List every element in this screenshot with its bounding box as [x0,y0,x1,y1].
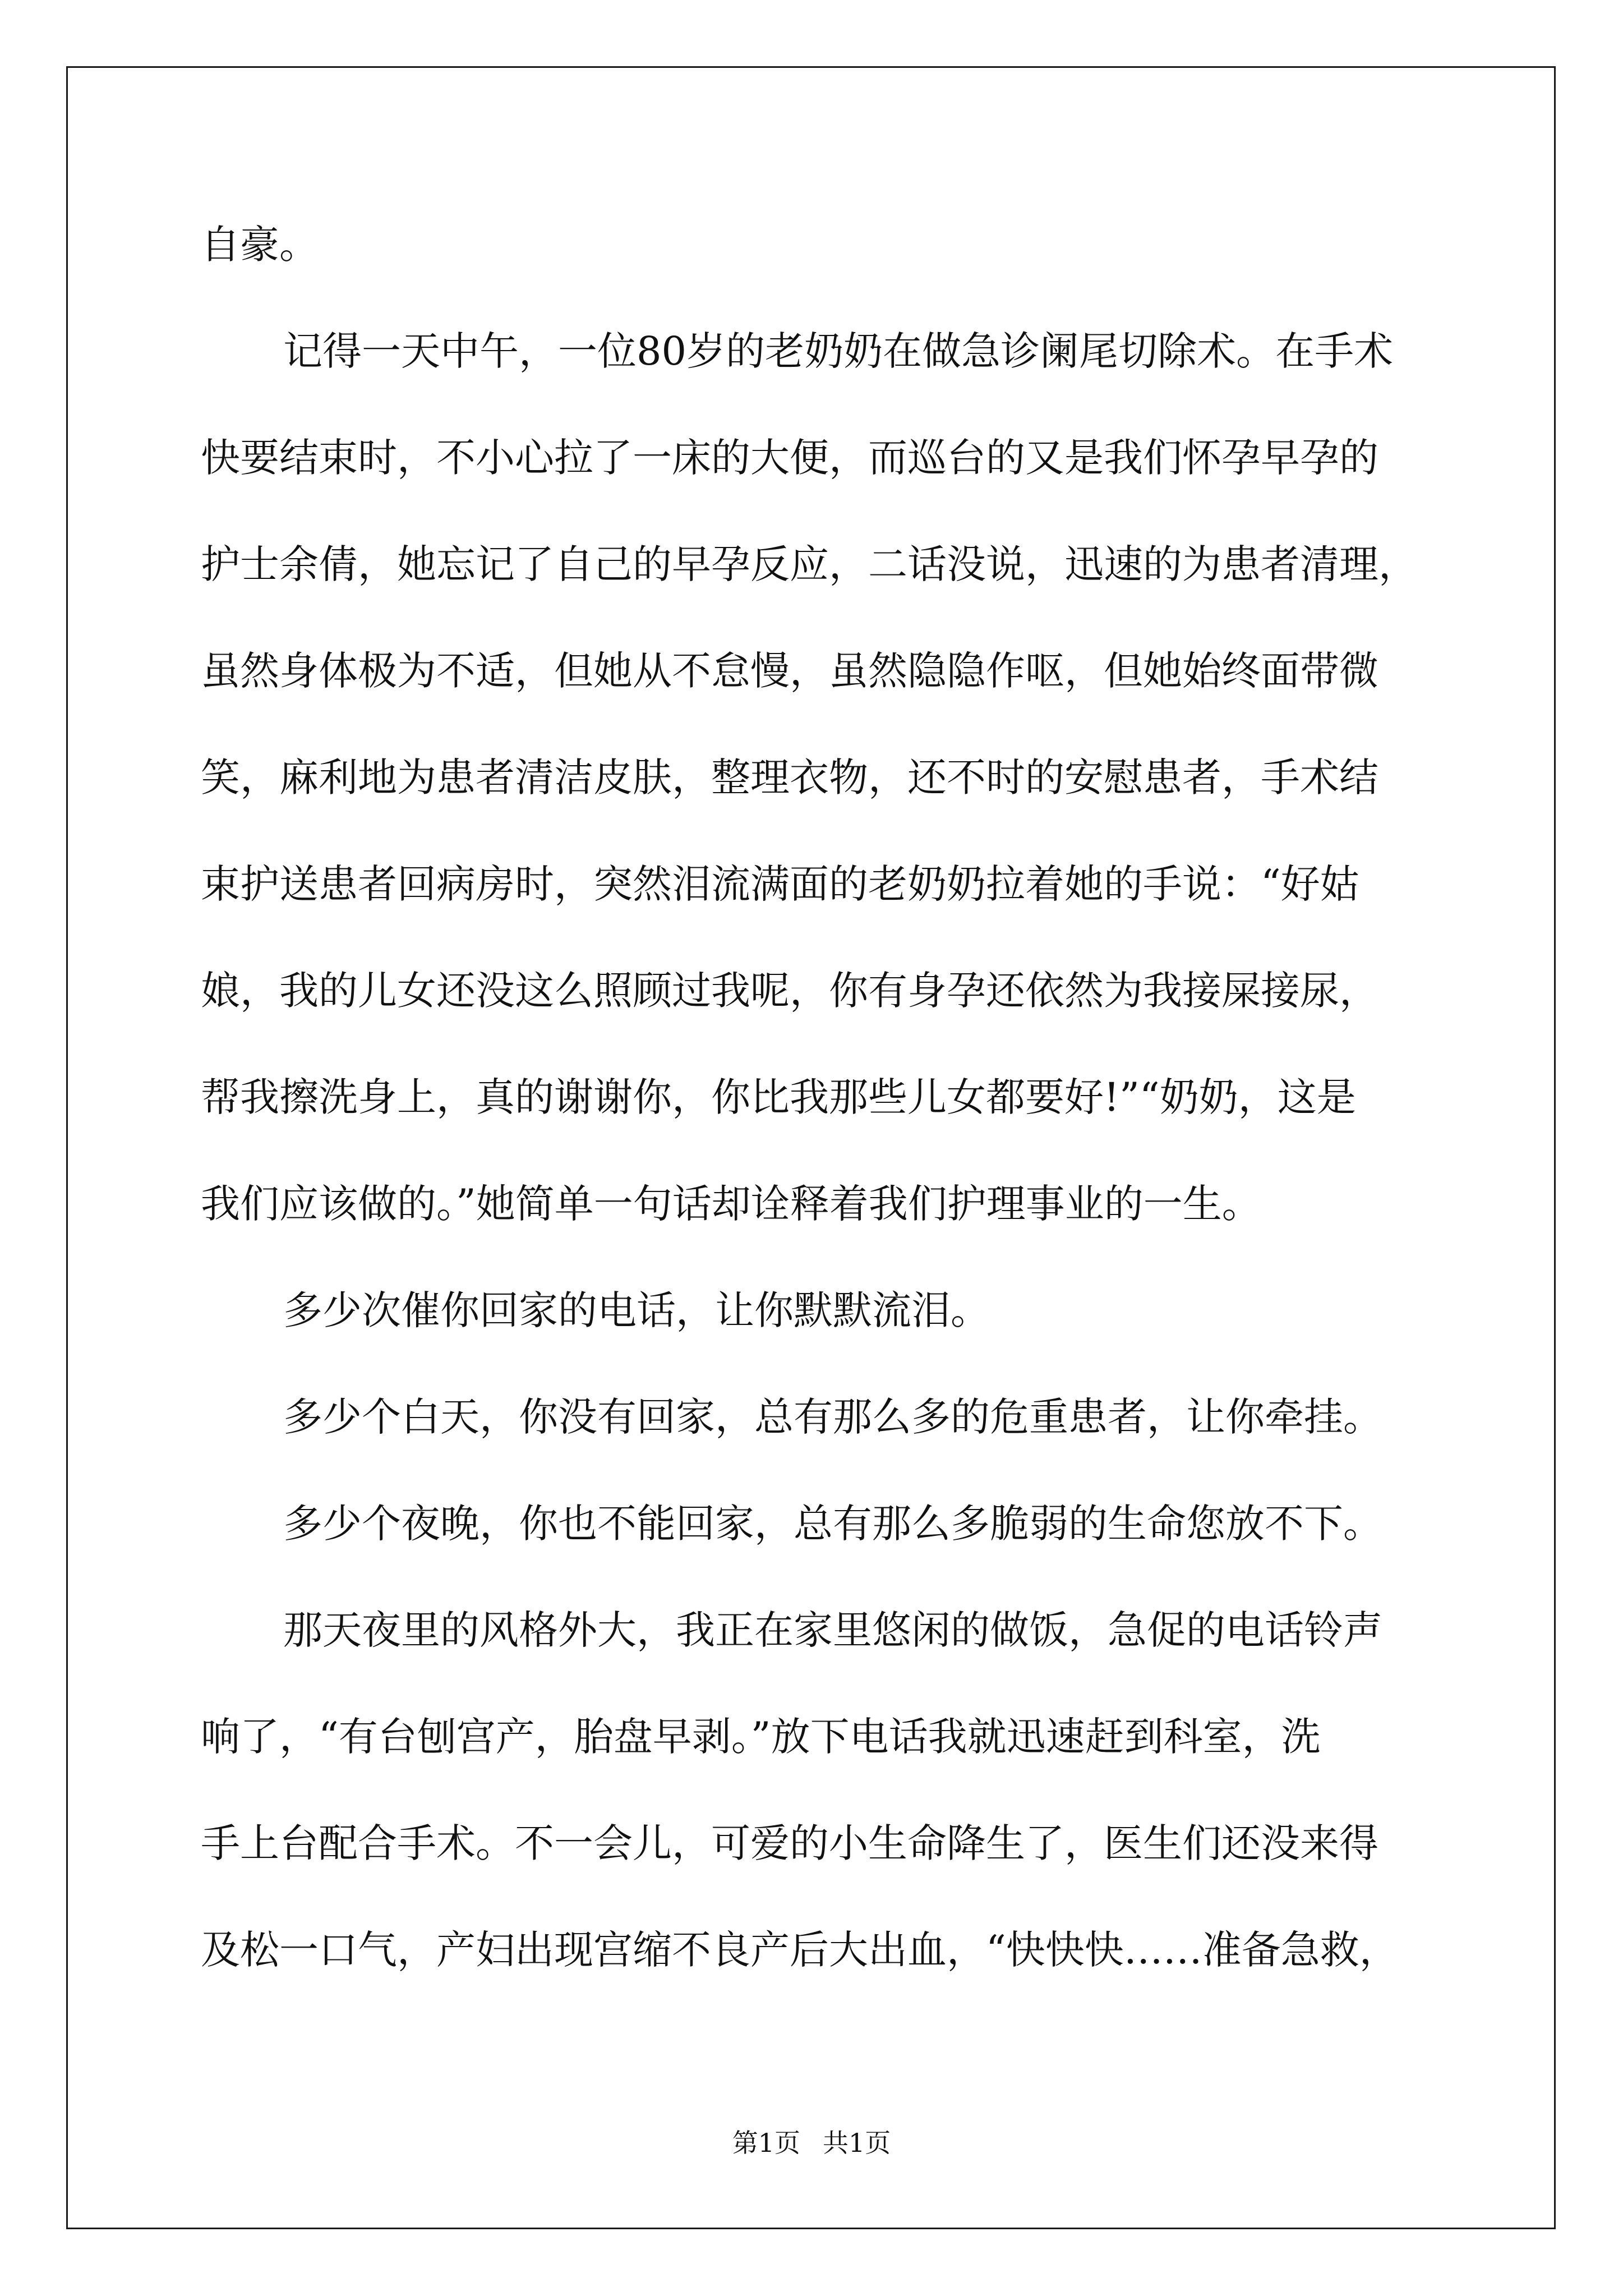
text-line: 快要结束时，不小心拉了一床的大便，而巡台的又是我们怀孕早孕的 [201,435,1378,481]
text-line: 护士余倩，她忘记了自己的早孕反应，二话没说，迅速的为患者清理， [201,541,1418,587]
text-line: 笑，麻利地为患者清洁皮肤，整理衣物，还不时的安慰患者，手术结 [201,754,1378,800]
page-number: 第1页 [732,2128,800,2158]
text-line: 多少个白天，你没有回家，总有那么多的危重患者，让你牵挂。 [283,1394,1382,1440]
text-line: 多少次催你回家的电话，让你默默流泪。 [283,1287,990,1333]
text-line: 响了，“有台刨宫产，胎盘早剥。”放下电话我就迅速赶到科室，洗 [201,1714,1321,1760]
text-line: 虽然身体极为不适，但她从不怠慢，虽然隐隐作呕，但她始终面带微 [201,648,1378,694]
text-line: 娘，我的儿女还没这么照顾过我呢，你有身孕还依然为我接屎接尿， [201,968,1378,1014]
text-line: 记得一天中午，一位80岁的老奶奶在做急诊阑尾切除术。在手术 [283,328,1394,374]
text-line: 帮我擦洗身上，真的谢谢你，你比我那些儿女都要好!”“奶奶，这是 [201,1074,1356,1120]
text-line: 我们应该做的。”她简单一句话却诠释着我们护理事业的一生。 [201,1181,1261,1227]
text-line: 那天夜里的风格外大，我正在家里悠闲的做饭，急促的电话铃声 [283,1607,1382,1653]
text-line: 及松一口气，产妇出现宫缩不良产后大出血，“快快快……准备急救， [201,1927,1399,1973]
page-border [66,66,1556,2229]
text-line: 束护送患者回病房时，突然泪流满面的老奶奶拉着她的手说：“好姑 [201,861,1359,907]
text-line: 手上台配合手术。不一会儿，可爱的小生命降生了，医生们还没来得 [201,1820,1378,1866]
text-line: 多少个夜晚，你也不能回家，总有那么多脆弱的生命您放不下。 [283,1501,1382,1547]
page-footer [0,2126,1623,2160]
text-line: 自豪。 [201,222,319,268]
page-total: 共1页 [823,2128,891,2158]
